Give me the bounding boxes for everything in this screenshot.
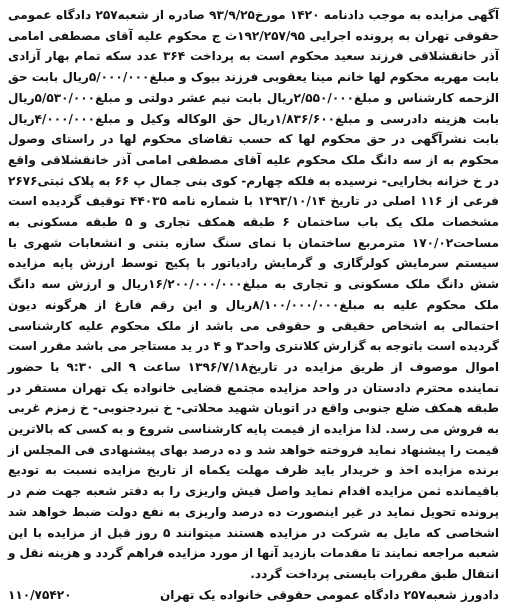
notice-footer — [8, 585, 499, 605]
notice-signature: دادورز شعبه۲۵۷ دادگاه عمومی حقوقی خانواده یک تهران — [159, 587, 499, 602]
notice-code: ۱۱۰/۷۵۴۲۰ — [8, 587, 72, 602]
notice-body-text: آگهی مزایده به موجب دادنامه ۱۴۲۰ مورخ۹۳/۹/۲۵ صادره از شعبه۲۵۷ دادگاه عمومی حقوقی تهران به پرونده اجرایی ۱۹۲/۲۵۷/۹۵ث ج محکوم علیه آقای مصطفی امامی آذر خانقشلاقی فرزند سعید محکوم است به پرداخت ۳۶۴ عدد سکه تمام بهار آزادی بابت مهریه محکوم لها خانم مینا یعقوبی فرزند بیوک و مبلغ۵/۰۰۰/۰۰۰ریال بابت حق الزحمه کارشناس و مبلغ۲/۵۵۰/۰۰۰ریال بابت نیم عشر دولتی و مبلغ۵/۵۳۰/۰۰۰ریال بابت هزینه دادرسی و مبلغ۱/۸۳۶/۶۰۰ریال حق الوکاله وکیل و مبلغ۴/۰۰۰/۰۰۰ریال بابت نشرآگهی در حق محکوم لها که حسب تقاضای محکوم لها در راستای وصول محکوم به از سه دانگ ملک محکوم علیه آقای مصطفی امامی آذر خانقشلاقی واقع در خ خزانه بخارایی- نرسیده به فلکه چهارم- کوی بنی جمال پ ۶۶ به پلاک ثبتی۲۶۷۶ فرعی از ۱۱۶ اصلی در تاریخ ۱۳۹۳/۱۰/۱۴ با شماره نامه ۴۴۰۳۵ توقیف گردیده است مشخصات ملک یک باب ساختمان ۶ طبقه همکف تجاری و ۵ طبقه مسکونی به مساحت۱۷۰/۰۲ مترمربع ساختمان با نمای سنگ سازه بتنی و انشعابات شهری با سیستم سرمایش کولرگازی و گرمایش رادیاتور با پکیج توسط ارزش پایه مزایده شش دانگ ملک مسکونی و تجاری به مبلغ۱۶/۲۰۰/۰۰۰/۰۰۰ریال و ارزش سه دانگ ملک محکوم علیه به مبلغ۸/۱۰۰/۰۰۰/۰۰۰ریال و این رقم فارغ از هرگونه دیون احتمالی به اشخاص حقیقی و حقوقی می باشد از ملک محکوم علیه کارشناسی گردیده است باتوجه به گزارش کلانتری واحد۳ و ۴ در ید مستاجر می باشد مقرر است اموال موصوف از طریق مزایده در تاریخ۱۳۹۶/۷/۱۸ ساعت ۹ الی ۹:۳۰ با حضور نماینده محترم دادستان در واحد مزایده مجتمع قضایی خانواده یک تهران مستقر در طبقه همکف ضلع جنوبی واقع در اتوبان شهید محلاتی- خ نبردجنوبی- خ زمزم غربی به فروش می رسد. لذا مزایده از قیمت پایه کارشناسی شروع و به کسی که بالاترین قیمت را پیشنهاد نماید فروخته خواهد شد و ده درصد بهای پیشنهادی فی المجلس از برنده مزایده اخذ و خریدار باید ظرف مهلت یکماه از تاریخ مزایده نسبت به تودیع باقیمانده ثمن مزایده اقدام نماید واصل فیش واریزی را به دفتر شعبه جهت ضم در پرونده تحویل نماید در غیر اینصورت ده درصد واریزی به نفع دولت ضبط خواهد شد اشخاصی که مایل به شرکت در مزایده هستند میتوانند ۵ روز قبل از مزایده با این شعبه مراجعه نمایند تا مقدمات بازدید آنها از مورد مزایده فراهم گردد و هزینه نقل و انتقال طبق مقررات بایستی پرداخت گردد. — [8, 8, 500, 581]
